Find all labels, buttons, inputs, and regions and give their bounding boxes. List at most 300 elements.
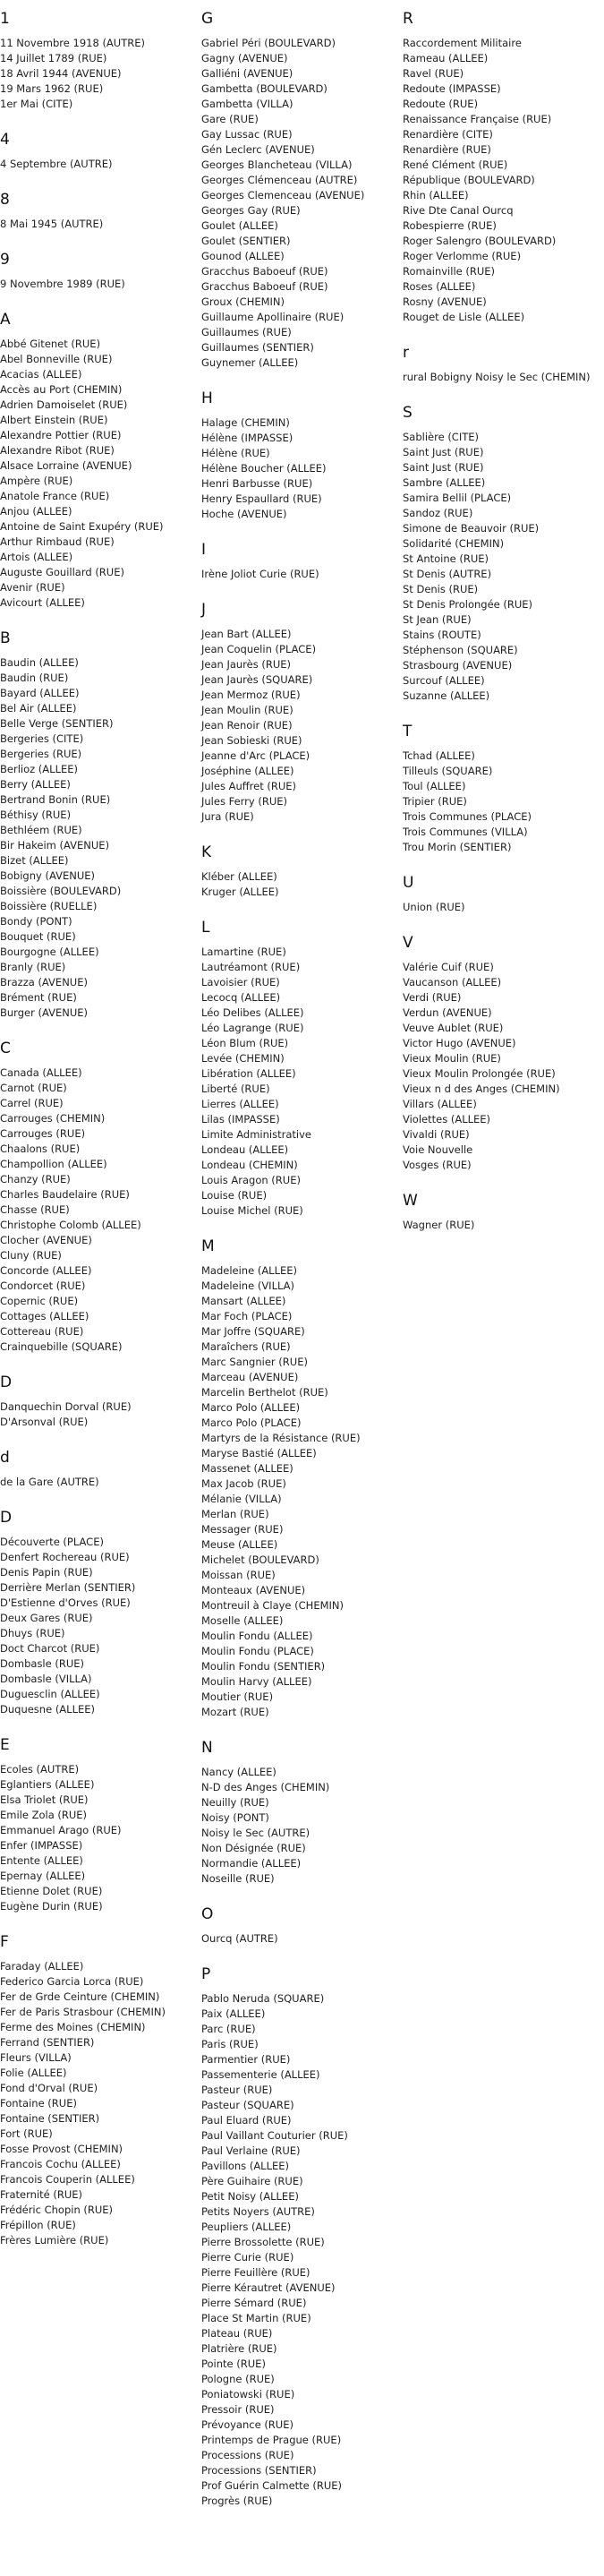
street-link[interactable]: Denis Papin (RUE) bbox=[0, 1566, 93, 1579]
street-link[interactable]: Tilleuls (SQUARE) bbox=[403, 765, 493, 777]
street-link[interactable]: Massenet (ALLEE) bbox=[201, 1462, 293, 1475]
street-link[interactable]: Processions (RUE) bbox=[201, 2449, 294, 2461]
street-link[interactable]: St Denis (RUE) bbox=[403, 583, 479, 595]
street-link[interactable]: D'Estienne d'Orves (RUE) bbox=[0, 1596, 131, 1609]
street-link[interactable]: Rosny (AVENUE) bbox=[403, 295, 487, 308]
street-link[interactable]: Trou Morin (SENTIER) bbox=[403, 841, 512, 853]
street-link[interactable]: Fond d'Orval (RUE) bbox=[0, 2082, 98, 2094]
street-link[interactable]: Cottereau (RUE) bbox=[0, 1325, 84, 1338]
street-link[interactable]: Doct Charcot (RUE) bbox=[0, 1642, 100, 1655]
street-link[interactable]: Brazza (AVENUE) bbox=[0, 976, 88, 988]
street-link[interactable]: Marco Polo (PLACE) bbox=[201, 1416, 302, 1429]
street-link[interactable]: Pierre Feuillère (RUE) bbox=[201, 2266, 311, 2279]
street-link[interactable]: Antoine de Saint Exupéry (RUE) bbox=[0, 520, 164, 533]
street-link[interactable]: 18 Avril 1944 (AVENUE) bbox=[0, 67, 122, 80]
street-link[interactable]: Francois Cochu (ALLEE) bbox=[0, 2158, 121, 2170]
street-link[interactable]: Cluny (RUE) bbox=[0, 1249, 62, 1262]
street-link[interactable]: 11 Novembre 1918 (AUTRE) bbox=[0, 37, 145, 49]
street-link[interactable]: Irène Joliot Curie (RUE) bbox=[201, 568, 319, 580]
street-link[interactable]: Lierres (ALLEE) bbox=[201, 1098, 279, 1110]
street-link[interactable]: Romainville (RUE) bbox=[403, 265, 496, 278]
street-link[interactable]: Jules Auffret (RUE) bbox=[201, 780, 297, 792]
street-link[interactable]: Kléber (ALLEE) bbox=[201, 870, 277, 883]
street-link[interactable]: Verdun (AVENUE) bbox=[403, 1006, 492, 1019]
street-link[interactable]: Jean Sobieski (RUE) bbox=[201, 734, 302, 747]
street-link[interactable]: Christophe Colomb (ALLEE) bbox=[0, 1219, 141, 1231]
street-link[interactable]: Pablo Neruda (SQUARE) bbox=[201, 1992, 325, 2005]
street-link[interactable]: Pologne (RUE) bbox=[201, 2373, 275, 2385]
street-link[interactable]: Samira Bellil (PLACE) bbox=[403, 492, 512, 504]
street-link[interactable]: Voie Nouvelle bbox=[403, 1143, 473, 1156]
street-link[interactable]: Eglantiers (ALLEE) bbox=[0, 1778, 95, 1791]
street-link[interactable]: Hélène (RUE) bbox=[201, 447, 270, 459]
street-link[interactable]: Dombasle (RUE) bbox=[0, 1657, 85, 1670]
street-link[interactable]: Chaalons (RUE) bbox=[0, 1143, 81, 1155]
street-link[interactable]: Paul Verlaine (RUE) bbox=[201, 2144, 301, 2157]
street-link[interactable]: Halage (CHEMIN) bbox=[201, 416, 290, 429]
street-link[interactable]: Fontaine (SENTIER) bbox=[0, 2112, 100, 2125]
street-link[interactable]: Victor Hugo (AVENUE) bbox=[403, 1037, 516, 1049]
street-link[interactable]: Abel Bonneville (RUE) bbox=[0, 353, 113, 365]
street-link[interactable]: Limite Administrative bbox=[201, 1128, 311, 1141]
street-link[interactable]: Ferrand (SENTIER) bbox=[0, 2036, 95, 2049]
street-link[interactable]: Pierre Curie (RUE) bbox=[201, 2251, 294, 2264]
street-link[interactable]: Tripier (RUE) bbox=[403, 795, 467, 808]
street-link[interactable]: Libération (ALLEE) bbox=[201, 1067, 296, 1080]
street-link[interactable]: Duquesne (ALLEE) bbox=[0, 1703, 96, 1716]
street-link[interactable]: Emmanuel Arago (RUE) bbox=[0, 1824, 122, 1836]
street-link[interactable]: Vieux Moulin Prolongée (RUE) bbox=[403, 1067, 556, 1080]
street-link[interactable]: Avenir (RUE) bbox=[0, 581, 65, 594]
street-link[interactable]: Gay Lussac (RUE) bbox=[201, 128, 293, 141]
street-link[interactable]: 8 Mai 1945 (AUTRE) bbox=[0, 218, 104, 230]
street-link[interactable]: Michelet (BOULEVARD) bbox=[201, 1553, 319, 1566]
street-link[interactable]: Strasbourg (AVENUE) bbox=[403, 659, 513, 672]
street-link[interactable]: Adrien Damoiselet (RUE) bbox=[0, 398, 128, 411]
street-link[interactable]: Joséphine (ALLEE) bbox=[201, 765, 294, 777]
street-link[interactable]: Etienne Dolet (RUE) bbox=[0, 1885, 103, 1897]
street-link[interactable]: Redoute (RUE) bbox=[403, 98, 479, 110]
street-link[interactable]: Bir Hakeim (AVENUE) bbox=[0, 839, 110, 852]
street-link[interactable]: Enfer (IMPASSE) bbox=[0, 1839, 83, 1852]
street-link[interactable]: Jeanne d'Arc (PLACE) bbox=[201, 749, 311, 762]
street-link[interactable]: Veuve Aublet (RUE) bbox=[403, 1022, 504, 1034]
street-link[interactable]: Moulin Fondu (PLACE) bbox=[201, 1645, 314, 1657]
street-link[interactable]: Groux (CHEMIN) bbox=[201, 295, 285, 308]
street-link[interactable]: Baudin (ALLEE) bbox=[0, 656, 79, 669]
street-link[interactable]: Gabriel Péri (BOULEVARD) bbox=[201, 37, 336, 49]
street-link[interactable]: Maryse Bastié (ALLEE) bbox=[201, 1447, 317, 1459]
street-link[interactable]: Paix (ALLEE) bbox=[201, 2007, 266, 2020]
street-link[interactable]: Maraîchers (RUE) bbox=[201, 1340, 291, 1353]
street-link[interactable]: Mozart (RUE) bbox=[201, 1706, 269, 1718]
street-link[interactable]: Normandie (ALLEE) bbox=[201, 1857, 302, 1870]
street-link[interactable]: Faraday (ALLEE) bbox=[0, 1960, 84, 1973]
street-link[interactable]: Redoute (IMPASSE) bbox=[403, 82, 501, 95]
street-link[interactable]: Prévoyance (RUE) bbox=[201, 2418, 293, 2431]
street-link[interactable]: Branly (RUE) bbox=[0, 961, 66, 973]
street-link[interactable]: Bobigny (AVENUE) bbox=[0, 869, 95, 882]
street-link[interactable]: Solidarité (CHEMIN) bbox=[403, 537, 505, 550]
street-link[interactable]: 9 Novembre 1989 (RUE) bbox=[0, 278, 125, 290]
street-link[interactable]: Lautréamont (RUE) bbox=[201, 961, 301, 973]
street-link[interactable]: René Clément (RUE) bbox=[403, 158, 508, 171]
street-link[interactable]: Jean Renoir (RUE) bbox=[201, 719, 293, 732]
street-link[interactable]: Frédéric Chopin (RUE) bbox=[0, 2204, 114, 2216]
street-link[interactable]: Elsa Triolet (RUE) bbox=[0, 1793, 89, 1806]
street-link[interactable]: Fer de Grde Ceinture (CHEMIN) bbox=[0, 1990, 160, 2003]
street-link[interactable]: Bourgogne (ALLEE) bbox=[0, 946, 99, 958]
street-link[interactable]: Union (RUE) bbox=[403, 901, 465, 913]
street-link[interactable]: Pierre Brossolette (RUE) bbox=[201, 2236, 325, 2248]
street-link[interactable]: Processions (SENTIER) bbox=[201, 2464, 317, 2477]
street-link[interactable]: Fraternité (RUE) bbox=[0, 2188, 83, 2201]
street-link[interactable]: Henry Espaullard (RUE) bbox=[201, 492, 322, 505]
street-link[interactable]: Gagny (AVENUE) bbox=[201, 52, 288, 64]
street-link[interactable]: Simone de Beauvoir (RUE) bbox=[403, 522, 540, 535]
street-link[interactable]: Brément (RUE) bbox=[0, 991, 77, 1004]
street-link[interactable]: Folie (ALLEE) bbox=[0, 2067, 67, 2079]
street-link[interactable]: Frépillon (RUE) bbox=[0, 2219, 76, 2231]
street-link[interactable]: Londeau (ALLEE) bbox=[201, 1143, 289, 1156]
street-link[interactable]: Montreuil à Claye (CHEMIN) bbox=[201, 1599, 344, 1612]
street-link[interactable]: Paul Eluard (RUE) bbox=[201, 2114, 292, 2127]
street-link[interactable]: Ourcq (AUTRE) bbox=[201, 1932, 278, 1945]
street-link[interactable]: Raccordement Militaire bbox=[403, 37, 522, 49]
street-link[interactable]: Jean Coquelin (PLACE) bbox=[201, 643, 317, 655]
street-link[interactable]: Mar Joffre (SQUARE) bbox=[201, 1325, 305, 1338]
street-link[interactable]: Gracchus Baboeuf (RUE) bbox=[201, 265, 328, 278]
street-link[interactable]: Dhuys (RUE) bbox=[0, 1627, 65, 1639]
street-link[interactable]: Jean Moulin (RUE) bbox=[201, 704, 293, 716]
street-link[interactable]: Georges Clemenceau (AVENUE) bbox=[201, 189, 365, 201]
street-link[interactable]: Pasteur (SQUARE) bbox=[201, 2099, 294, 2111]
street-link[interactable]: Galliéni (AVENUE) bbox=[201, 67, 293, 80]
street-link[interactable]: Bondy (PONT) bbox=[0, 915, 72, 928]
street-link[interactable]: Meuse (ALLEE) bbox=[201, 1538, 278, 1551]
street-link[interactable]: Guillaumes (RUE) bbox=[201, 326, 292, 338]
street-link[interactable]: Deux Gares (RUE) bbox=[0, 1612, 93, 1624]
street-link[interactable]: Lavoisier (RUE) bbox=[201, 976, 280, 988]
street-link[interactable]: St Jean (RUE) bbox=[403, 613, 472, 626]
street-link[interactable]: Jules Ferry (RUE) bbox=[201, 795, 288, 808]
street-link[interactable]: Stéphenson (SQUARE) bbox=[403, 644, 518, 656]
street-link[interactable]: Sambre (ALLEE) bbox=[403, 476, 486, 489]
street-link[interactable]: Place St Martin (RUE) bbox=[201, 2312, 311, 2324]
street-link[interactable]: Condorcet (RUE) bbox=[0, 1279, 86, 1292]
street-link[interactable]: Bergeries (CITE) bbox=[0, 732, 84, 745]
street-link[interactable]: Mar Foch (PLACE) bbox=[201, 1310, 293, 1322]
street-link[interactable]: Pierre Kérautret (AVENUE) bbox=[201, 2281, 336, 2294]
street-link[interactable]: 14 Juillet 1789 (RUE) bbox=[0, 52, 107, 64]
street-link[interactable]: Boissière (BOULEVARD) bbox=[0, 885, 122, 897]
street-link[interactable]: Louis Aragon (RUE) bbox=[201, 1174, 301, 1186]
street-link[interactable]: Marco Polo (ALLEE) bbox=[201, 1401, 301, 1414]
street-link[interactable]: Surcouf (ALLEE) bbox=[403, 674, 485, 687]
street-link[interactable]: Vosges (RUE) bbox=[403, 1159, 472, 1171]
street-link[interactable]: Roses (ALLEE) bbox=[403, 280, 476, 293]
street-link[interactable]: N-D des Anges (CHEMIN) bbox=[201, 1781, 330, 1793]
street-link[interactable]: de la Gare (AUTRE) bbox=[0, 1476, 99, 1488]
street-link[interactable]: Ferme des Moines (CHEMIN) bbox=[0, 2021, 146, 2033]
street-link[interactable]: Mansart (ALLEE) bbox=[201, 1295, 286, 1307]
street-link[interactable]: Neuilly (RUE) bbox=[201, 1796, 269, 1809]
street-link[interactable]: Paris (RUE) bbox=[201, 2038, 259, 2050]
street-link[interactable]: Rouget de Lisle (ALLEE) bbox=[403, 311, 525, 323]
street-link[interactable]: Vieux n d des Anges (CHEMIN) bbox=[403, 1083, 560, 1095]
street-link[interactable]: Paul Vaillant Couturier (RUE) bbox=[201, 2129, 348, 2142]
street-link[interactable]: Parc (RUE) bbox=[201, 2023, 256, 2035]
street-link[interactable]: Wagner (RUE) bbox=[403, 1219, 475, 1231]
street-link[interactable]: Villars (ALLEE) bbox=[403, 1098, 477, 1110]
street-link[interactable]: Bethléem (RUE) bbox=[0, 824, 82, 836]
street-link[interactable]: Léo Delibes (ALLEE) bbox=[201, 1006, 304, 1019]
street-link[interactable]: Georges Gay (RUE) bbox=[201, 204, 301, 217]
street-link[interactable]: Moselle (ALLEE) bbox=[201, 1614, 284, 1627]
street-link[interactable]: Crainquebille (SQUARE) bbox=[0, 1340, 123, 1353]
street-link[interactable]: Noisy le Sec (AUTRE) bbox=[201, 1827, 311, 1839]
street-link[interactable]: Francois Couperin (ALLEE) bbox=[0, 2173, 135, 2186]
street-link[interactable]: D'Arsonval (RUE) bbox=[0, 1416, 89, 1428]
street-link[interactable]: Dombasle (VILLA) bbox=[0, 1673, 92, 1685]
street-link[interactable]: Robespierre (RUE) bbox=[403, 219, 497, 232]
street-link[interactable]: Burger (AVENUE) bbox=[0, 1006, 88, 1019]
street-link[interactable]: Gracchus Baboeuf (RUE) bbox=[201, 280, 328, 293]
street-link[interactable]: Alexandre Ribot (RUE) bbox=[0, 444, 115, 457]
street-link[interactable]: Merlan (RUE) bbox=[201, 1508, 269, 1520]
street-link[interactable]: Noisy (PONT) bbox=[201, 1811, 269, 1824]
street-link[interactable]: Verdi (RUE) bbox=[403, 991, 462, 1004]
street-link[interactable]: Passementerie (ALLEE) bbox=[201, 2068, 320, 2081]
street-link[interactable]: Abbé Gitenet (RUE) bbox=[0, 338, 101, 350]
street-link[interactable]: Arthur Rimbaud (RUE) bbox=[0, 535, 115, 548]
street-link[interactable]: Rameau (ALLEE) bbox=[403, 52, 489, 64]
street-link[interactable]: Boissière (RUELLE) bbox=[0, 900, 98, 912]
street-link[interactable]: Jean Jaurès (RUE) bbox=[201, 658, 292, 671]
street-link[interactable]: Albert Einstein (RUE) bbox=[0, 414, 108, 426]
street-link[interactable]: Federico Garcia Lorca (RUE) bbox=[0, 1975, 144, 1988]
street-link[interactable]: Charles Baudelaire (RUE) bbox=[0, 1188, 130, 1201]
street-link[interactable]: Georges Blancheteau (VILLA) bbox=[201, 158, 353, 171]
street-link[interactable]: Copernic (RUE) bbox=[0, 1295, 79, 1307]
street-link[interactable]: St Denis Prolongée (RUE) bbox=[403, 598, 533, 611]
street-link[interactable]: Père Guihaire (RUE) bbox=[201, 2175, 303, 2187]
street-link[interactable]: Sablière (CITE) bbox=[403, 431, 480, 443]
street-link[interactable]: Gambetta (BOULEVARD) bbox=[201, 82, 328, 95]
street-link[interactable]: Madeleine (VILLA) bbox=[201, 1279, 295, 1292]
street-link[interactable]: 4 Septembre (AUTRE) bbox=[0, 158, 113, 170]
street-link[interactable]: Gén Leclerc (AVENUE) bbox=[201, 143, 315, 156]
street-link[interactable]: Toul (ALLEE) bbox=[403, 780, 466, 792]
street-link[interactable]: Trois Communes (VILLA) bbox=[403, 826, 528, 838]
street-link[interactable]: Madeleine (ALLEE) bbox=[201, 1264, 298, 1277]
street-link[interactable]: Tchad (ALLEE) bbox=[403, 749, 475, 762]
street-link[interactable]: Alexandre Pottier (RUE) bbox=[0, 429, 122, 441]
street-link[interactable]: Peupliers (ALLEE) bbox=[201, 2221, 292, 2233]
street-link[interactable]: Derrière Merlan (SENTIER) bbox=[0, 1581, 136, 1594]
street-link[interactable]: Printemps de Prague (RUE) bbox=[201, 2434, 342, 2446]
street-link[interactable]: Gounod (ALLEE) bbox=[201, 250, 285, 262]
street-link[interactable]: République (BOULEVARD) bbox=[403, 174, 535, 186]
street-link[interactable]: Marcelin Berthelot (RUE) bbox=[201, 1386, 328, 1399]
street-link[interactable]: Gambetta (VILLA) bbox=[201, 98, 293, 110]
street-link[interactable]: Alsace Lorraine (AVENUE) bbox=[0, 459, 132, 472]
street-link[interactable]: Lamartine (RUE) bbox=[201, 946, 286, 958]
street-link[interactable]: Epernay (ALLEE) bbox=[0, 1870, 86, 1882]
street-link[interactable]: Stains (ROUTE) bbox=[403, 629, 481, 641]
street-link[interactable]: Renardière (RUE) bbox=[403, 143, 491, 156]
street-link[interactable]: Sandoz (RUE) bbox=[403, 507, 473, 519]
street-link[interactable]: Pierre Sémard (RUE) bbox=[201, 2297, 307, 2309]
street-link[interactable]: Clocher (AVENUE) bbox=[0, 1234, 92, 1246]
street-link[interactable]: Anjou (ALLEE) bbox=[0, 505, 72, 518]
street-link[interactable]: Levée (CHEMIN) bbox=[201, 1052, 285, 1065]
street-link[interactable]: Vaucanson (ALLEE) bbox=[403, 976, 502, 988]
street-link[interactable]: Concorde (ALLEE) bbox=[0, 1264, 92, 1277]
street-link[interactable]: Pointe (RUE) bbox=[201, 2358, 266, 2370]
street-link[interactable]: Bergeries (RUE) bbox=[0, 748, 82, 760]
street-link[interactable]: Petits Noyers (AUTRE) bbox=[201, 2205, 315, 2218]
street-link[interactable]: Henri Barbusse (RUE) bbox=[201, 477, 313, 490]
street-link[interactable]: Rive Dte Canal Ourcq bbox=[403, 204, 514, 217]
street-link[interactable]: Baudin (RUE) bbox=[0, 672, 69, 684]
street-link[interactable]: Cottages (ALLEE) bbox=[0, 1310, 89, 1322]
street-link[interactable]: Martyrs de la Résistance (RUE) bbox=[201, 1432, 361, 1444]
street-link[interactable]: Champollion (ALLEE) bbox=[0, 1158, 107, 1170]
street-link[interactable]: Eugène Durin (RUE) bbox=[0, 1900, 103, 1913]
street-link[interactable]: Platrière (RUE) bbox=[201, 2342, 277, 2355]
street-link[interactable]: Duguesclin (ALLEE) bbox=[0, 1688, 100, 1700]
street-link[interactable]: Jean Bart (ALLEE) bbox=[201, 628, 292, 640]
street-link[interactable]: Louise (RUE) bbox=[201, 1189, 268, 1202]
street-link[interactable]: Jean Mermoz (RUE) bbox=[201, 689, 301, 701]
street-link[interactable]: Suzanne (ALLEE) bbox=[403, 689, 490, 702]
street-link[interactable]: Fontaine (RUE) bbox=[0, 2097, 77, 2110]
street-link[interactable]: Violettes (ALLEE) bbox=[403, 1113, 491, 1125]
street-link[interactable]: Vieux Moulin (RUE) bbox=[403, 1052, 501, 1065]
street-link[interactable]: Danquechin Dorval (RUE) bbox=[0, 1400, 132, 1413]
street-link[interactable]: Ampère (RUE) bbox=[0, 475, 73, 487]
street-link[interactable]: Berry (ALLEE) bbox=[0, 778, 71, 791]
street-link[interactable]: rural Bobigny Noisy le Sec (CHEMIN) bbox=[403, 371, 591, 383]
street-link[interactable]: Noseille (RUE) bbox=[201, 1872, 275, 1885]
street-link[interactable]: Pavillons (ALLEE) bbox=[201, 2160, 290, 2172]
street-link[interactable]: Messager (RUE) bbox=[201, 1523, 284, 1536]
street-link[interactable]: Denfert Rochereau (RUE) bbox=[0, 1551, 130, 1563]
street-link[interactable]: Fosse Provost (CHEMIN) bbox=[0, 2143, 123, 2155]
street-link[interactable]: Berlioz (ALLEE) bbox=[0, 763, 78, 775]
street-link[interactable]: Roger Verlomme (RUE) bbox=[403, 250, 522, 262]
street-link[interactable]: Valérie Cuif (RUE) bbox=[403, 961, 494, 973]
street-link[interactable]: Poniatowski (RUE) bbox=[201, 2388, 295, 2401]
street-link[interactable]: Louise Michel (RUE) bbox=[201, 1204, 303, 1217]
street-link[interactable]: Monteaux (AVENUE) bbox=[201, 1584, 306, 1596]
street-link[interactable]: Moutier (RUE) bbox=[201, 1690, 274, 1703]
street-link[interactable]: Gare (RUE) bbox=[201, 113, 259, 125]
street-link[interactable]: Emile Zola (RUE) bbox=[0, 1809, 88, 1821]
street-link[interactable]: Hélène (IMPASSE) bbox=[201, 432, 293, 444]
street-link[interactable]: Jean Jaurès (SQUARE) bbox=[201, 673, 313, 686]
street-link[interactable]: Guillaume Apollinaire (RUE) bbox=[201, 311, 345, 323]
street-link[interactable]: Belle Verge (SENTIER) bbox=[0, 717, 114, 730]
street-link[interactable]: Max Jacob (RUE) bbox=[201, 1477, 286, 1490]
street-link[interactable]: Hélène Boucher (ALLEE) bbox=[201, 462, 327, 475]
street-link[interactable]: Fleurs (VILLA) bbox=[0, 2051, 72, 2064]
street-link[interactable]: Bizet (ALLEE) bbox=[0, 854, 69, 867]
street-link[interactable]: Acacias (ALLEE) bbox=[0, 368, 82, 381]
street-link[interactable]: Accès au Port (CHEMIN) bbox=[0, 383, 123, 396]
street-link[interactable]: Fer de Paris Strasbour (CHEMIN) bbox=[0, 2006, 166, 2018]
street-link[interactable]: Lilas (IMPASSE) bbox=[201, 1113, 280, 1125]
street-link[interactable]: 1er Mai (CITE) bbox=[0, 98, 73, 110]
street-link[interactable]: Goulet (SENTIER) bbox=[201, 235, 291, 247]
street-link[interactable]: Non Désignée (RUE) bbox=[201, 1842, 306, 1854]
street-link[interactable]: Ravel (RUE) bbox=[403, 67, 464, 80]
street-link[interactable]: Carnot (RUE) bbox=[0, 1082, 67, 1094]
street-link[interactable]: Carrel (RUE) bbox=[0, 1097, 64, 1109]
street-link[interactable]: Auguste Gouillard (RUE) bbox=[0, 566, 124, 578]
street-link[interactable]: Guillaumes (SENTIER) bbox=[201, 341, 314, 354]
street-link[interactable]: Frères Lumière (RUE) bbox=[0, 2234, 109, 2247]
street-link[interactable]: Chanzy (RUE) bbox=[0, 1173, 71, 1185]
street-link[interactable]: Kruger (ALLEE) bbox=[201, 886, 279, 898]
street-link[interactable]: Léo Lagrange (RUE) bbox=[201, 1022, 304, 1034]
street-link[interactable]: Nancy (ALLEE) bbox=[201, 1766, 276, 1778]
street-link[interactable]: Renaissance Française (RUE) bbox=[403, 113, 552, 125]
street-link[interactable]: Bouquet (RUE) bbox=[0, 930, 76, 943]
street-link[interactable]: Renardière (CITE) bbox=[403, 128, 493, 141]
street-link[interactable]: Moulin Harvy (ALLEE) bbox=[201, 1675, 312, 1688]
street-link[interactable]: Parmentier (RUE) bbox=[201, 2053, 291, 2066]
street-link[interactable]: Pressoir (RUE) bbox=[201, 2403, 275, 2416]
street-link[interactable]: Carrouges (CHEMIN) bbox=[0, 1112, 106, 1125]
street-link[interactable]: Artois (ALLEE) bbox=[0, 551, 73, 563]
street-link[interactable]: Marc Sangnier (RUE) bbox=[201, 1356, 308, 1368]
street-link[interactable]: Progrès (RUE) bbox=[201, 2495, 273, 2507]
street-link[interactable]: Petit Noisy (ALLEE) bbox=[201, 2190, 299, 2203]
street-link[interactable]: Prof Guérin Calmette (RUE) bbox=[201, 2479, 343, 2492]
street-link[interactable]: Pasteur (RUE) bbox=[201, 2084, 273, 2096]
street-link[interactable]: Roger Salengro (BOULEVARD) bbox=[403, 235, 557, 247]
street-link[interactable]: Saint Just (RUE) bbox=[403, 446, 484, 458]
street-link[interactable]: Londeau (CHEMIN) bbox=[201, 1159, 298, 1171]
street-link[interactable]: Mélanie (VILLA) bbox=[201, 1493, 282, 1505]
street-link[interactable]: St Denis (AUTRE) bbox=[403, 568, 492, 580]
street-link[interactable]: Plateau (RUE) bbox=[201, 2327, 273, 2340]
street-link[interactable]: Avicourt (ALLEE) bbox=[0, 596, 85, 609]
street-link[interactable]: Béthisy (RUE) bbox=[0, 809, 72, 821]
street-link[interactable]: Marceau (AVENUE) bbox=[201, 1371, 299, 1383]
street-link[interactable]: Saint Just (RUE) bbox=[403, 461, 484, 474]
street-link[interactable]: Goulet (ALLEE) bbox=[201, 219, 278, 232]
street-link[interactable]: 19 Mars 1962 (RUE) bbox=[0, 82, 104, 95]
street-link[interactable]: Bayard (ALLEE) bbox=[0, 687, 80, 699]
street-link[interactable]: Vivaldi (RUE) bbox=[403, 1128, 470, 1141]
street-link[interactable]: Rhin (ALLEE) bbox=[403, 189, 469, 201]
street-link[interactable]: Moulin Fondu (SENTIER) bbox=[201, 1660, 326, 1673]
street-link[interactable]: Découverte (PLACE) bbox=[0, 1536, 104, 1548]
street-link[interactable]: Entente (ALLEE) bbox=[0, 1854, 83, 1867]
street-link[interactable]: Bertrand Bonin (RUE) bbox=[0, 793, 111, 806]
street-link[interactable]: Bel Air (ALLEE) bbox=[0, 702, 77, 715]
street-link[interactable]: St Antoine (RUE) bbox=[403, 552, 489, 565]
street-link[interactable]: Guynemer (ALLEE) bbox=[201, 356, 299, 369]
street-link[interactable]: Ecoles (AUTRE) bbox=[0, 1763, 80, 1776]
street-link[interactable]: Hoche (AVENUE) bbox=[201, 508, 287, 520]
street-link[interactable]: Fort (RUE) bbox=[0, 2127, 53, 2140]
street-link[interactable]: Moulin Fondu (ALLEE) bbox=[201, 1630, 313, 1642]
street-link[interactable]: Lecocq (ALLEE) bbox=[201, 991, 281, 1004]
